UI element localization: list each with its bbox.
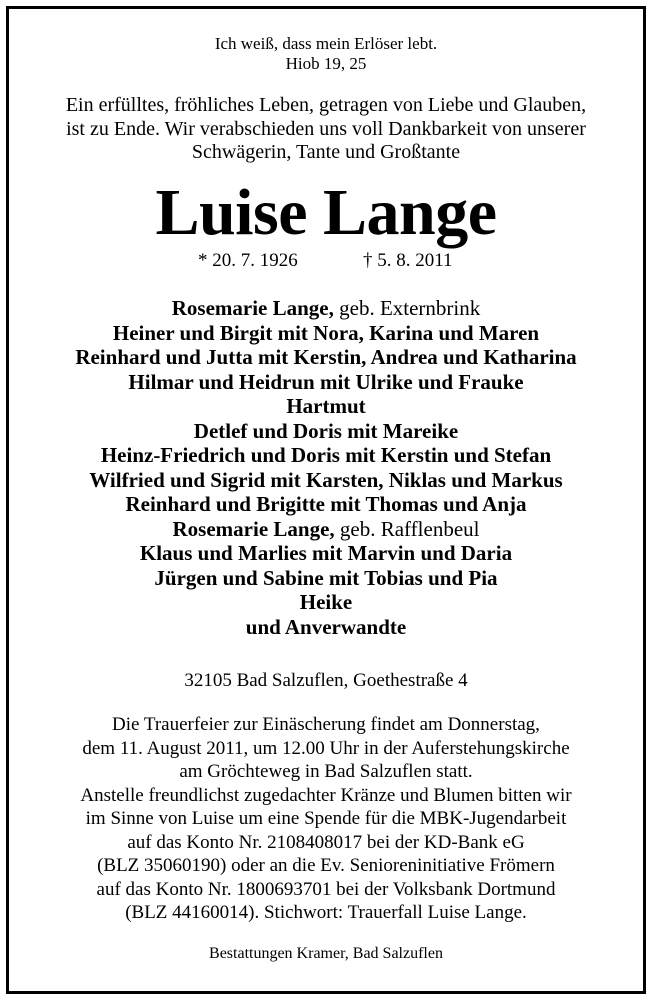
notice-line: dem 11. August 2011, um 12.00 Uhr in der Auferstehungskirche	[82, 737, 570, 759]
deceased-name: Luise Lange	[155, 176, 497, 249]
notice-line: am Gröchteweg in Bad Salzuflen statt.	[179, 761, 473, 782]
mourner-name: Rosemarie Lange,	[172, 516, 335, 541]
notice-line: auf das Konto Nr. 2108408017 bei der KD-Bank eG	[127, 831, 525, 853]
mourner-line: Reinhard und Brigitte mit Thomas und Anja	[125, 492, 527, 516]
mourner-line: Reinhard und Jutta mit Kerstin, Andrea und Katharina	[75, 345, 577, 369]
notice-line: (BLZ 35060190) oder an die Ev. Senioreninitiative Frömern	[97, 855, 555, 876]
birth-date: * 20. 7. 1926	[198, 250, 298, 271]
mourner-line: Heike	[299, 590, 353, 614]
notice-line: Anstelle freundlichst zugedachter Kränze und Blumen bitten wir	[80, 784, 572, 806]
mourner-line: Jürgen und Sabine mit Tobias und Pia	[154, 565, 498, 590]
intro-text	[20, 94, 632, 165]
mourner-maiden-name: geb. Rafflenbeul	[334, 516, 480, 541]
mourner-line	[20, 517, 632, 542]
undertaker-credit: Bestattungen Kramer, Bad Salzuflen	[209, 945, 443, 962]
bible-verse	[20, 34, 632, 74]
mourner-line	[20, 296, 632, 321]
notice-line: (BLZ 44160014). Stichwort: Trauerfall Luise Lange.	[125, 902, 527, 923]
family-address: 32105 Bad Salzuflen, Goethestraße 4	[184, 670, 468, 691]
notice-line: Die Trauerfeier zur Einäscherung findet am Donnerstag,	[112, 714, 540, 735]
mourner-line: und Anverwandte	[245, 614, 407, 639]
intro-line: Ein erfülltes, fröhliches Leben, getragen von Liebe und Glauben,	[65, 94, 587, 116]
verse-reference: Hiob 19, 25	[285, 54, 367, 73]
funeral-notice	[20, 713, 632, 925]
mourner-name: Rosemarie Lange,	[171, 296, 334, 320]
death-date: † 5. 8. 2011	[363, 250, 453, 271]
intro-line: ist zu Ende. Wir verabschieden uns voll Dankbarkeit von unserer	[66, 117, 586, 140]
mourner-line: Heiner und Birgit mit Nora, Karina und Maren	[112, 320, 540, 345]
notice-line: im Sinne von Luise um eine Spende für die MBK-Jugendarbeit	[85, 808, 567, 829]
notice-line: auf das Konto Nr. 1800693701 bei der Volksbank Dortmund	[96, 878, 556, 900]
mourner-line: Detlef und Doris mit Mareike	[193, 418, 459, 443]
mourner-line: Heinz-Friedrich und Doris mit Kerstin und Stefan	[100, 443, 552, 467]
verse-quote: Ich weiß, dass mein Erlöser lebt.	[214, 34, 438, 53]
mourner-line: Klaus und Marlies mit Marvin und Daria	[139, 541, 513, 565]
mourner-line: Hilmar und Heidrun mit Ulrike und Frauke	[128, 369, 524, 394]
mourner-line: Wilfried und Sigrid mit Karsten, Niklas und Markus	[89, 467, 563, 492]
mourners-list	[20, 296, 632, 639]
mourner-maiden-name: geb. Externbrink	[333, 296, 481, 320]
intro-line: Schwägerin, Tante und Großtante	[191, 141, 461, 163]
mourner-line: Hartmut	[286, 394, 366, 418]
